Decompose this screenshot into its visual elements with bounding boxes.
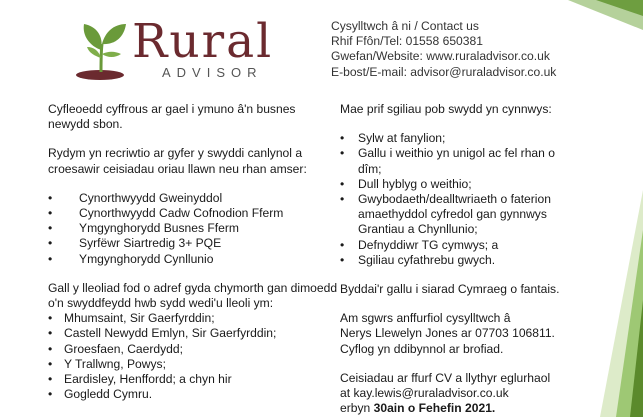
recruit-paragraph: Rydym yn recriwtio ar gyfer y swyddi canlynol a croesawir ceisiadau oriau llawn neu rhan amser:: [48, 146, 307, 176]
job-list: [48, 191, 338, 267]
apply-line-1: Ceisiadau ar ffurf CV a llythyr eglurhaol: [340, 370, 551, 385]
list-item: • Cynorthwyydd Cadw Cofnodion Fferm: [48, 206, 284, 221]
welsh-language-note: Byddai'r gallu i siarad Cymraeg o fantais.: [340, 282, 560, 297]
chat-line-2: Nerys Llewelyn Jones ar 07703 106811.: [340, 326, 555, 341]
list-item: • Defnyddiwr TG cymwys; a: [340, 237, 499, 252]
contact-email[interactable]: E-bost/E-mail: advisor@ruraladvisor.co.uk: [331, 64, 557, 79]
intro-paragraph: Cyfleoedd cyffrous ar gael i ymuno â'n busnes newydd sbon.: [48, 102, 296, 132]
list-item: • Ymgynghorydd Cynllunio: [48, 251, 214, 266]
logo-tagline: ADVISOR: [162, 65, 263, 80]
contact-phone: Rhif Ffôn/Tel: 01558 650381: [331, 34, 483, 49]
apply-line-2[interactable]: at kay.lewis@ruraladvisor.co.uk: [340, 386, 509, 401]
list-item: • Sgiliau cyfathrebu gwych.: [340, 252, 496, 267]
logo-wordmark: Rural: [132, 14, 274, 69]
list-item: • Ymgynghorydd Busnes Fferm: [48, 221, 239, 236]
skills-heading: Mae prif sgiliau pob swydd yn cynnwys:: [340, 102, 552, 116]
plant-sprout-icon: [74, 18, 132, 82]
contact-website[interactable]: Gwefan/Website: www.ruraladvisor.co.uk: [331, 49, 550, 64]
chat-line-1: Am sgwrs anffurfiol cysylltwch â: [340, 311, 511, 326]
deadline-date: 30ain o Fehefin 2021.: [373, 401, 496, 416]
deadline-line: [340, 401, 580, 416]
list-item: • Groesfaen, Caerdydd;: [48, 341, 183, 356]
chat-line-3: Cyflog yn ddibynnol ar brofiad.: [340, 341, 504, 356]
list-item: • Gallu i weithio yn unigol ac fel rhan o dîm;: [340, 146, 555, 176]
contact-heading: Cysylltwch â ni / Contact us: [331, 19, 479, 33]
rural-advisor-logo: [74, 14, 304, 84]
right-column: [340, 102, 580, 416]
skills-list: [340, 131, 580, 268]
list-item: • Sylw at fanylion;: [340, 131, 446, 146]
list-item: • Gwybodaeth/dealltwriaeth o faterion amaethyddol cyfredol gan gynnwys Grantiau a Chynllunio;: [340, 192, 551, 237]
list-item: • Cynorthwyydd Gweinyddol: [48, 190, 223, 205]
list-item: • Mhumsaint, Sir Gaerfyrddin;: [48, 311, 215, 326]
left-column: [48, 102, 338, 402]
list-item: • Syrfëwr Siartredig 3+ PQE: [48, 236, 222, 251]
list-item: • Gogledd Cymru.: [48, 387, 153, 402]
deadline-prefix: erbyn: [340, 401, 374, 416]
list-item: • Castell Newydd Emlyn, Sir Gaerfyrddin;: [48, 326, 277, 341]
list-item: • Dull hyblyg o weithio;: [340, 176, 472, 191]
list-item: • Y Trallwng, Powys;: [48, 356, 166, 371]
location-paragraph: Gall y lleoliad fod o adref gyda chymorth gan dimoedd o'n swyddfeydd hwb sydd wedi'u lleoli ym:: [48, 280, 338, 311]
contact-block: [331, 19, 556, 80]
list-item: • Eardisley, Henffordd; a chyn hir: [48, 372, 232, 387]
location-list: [48, 311, 338, 402]
